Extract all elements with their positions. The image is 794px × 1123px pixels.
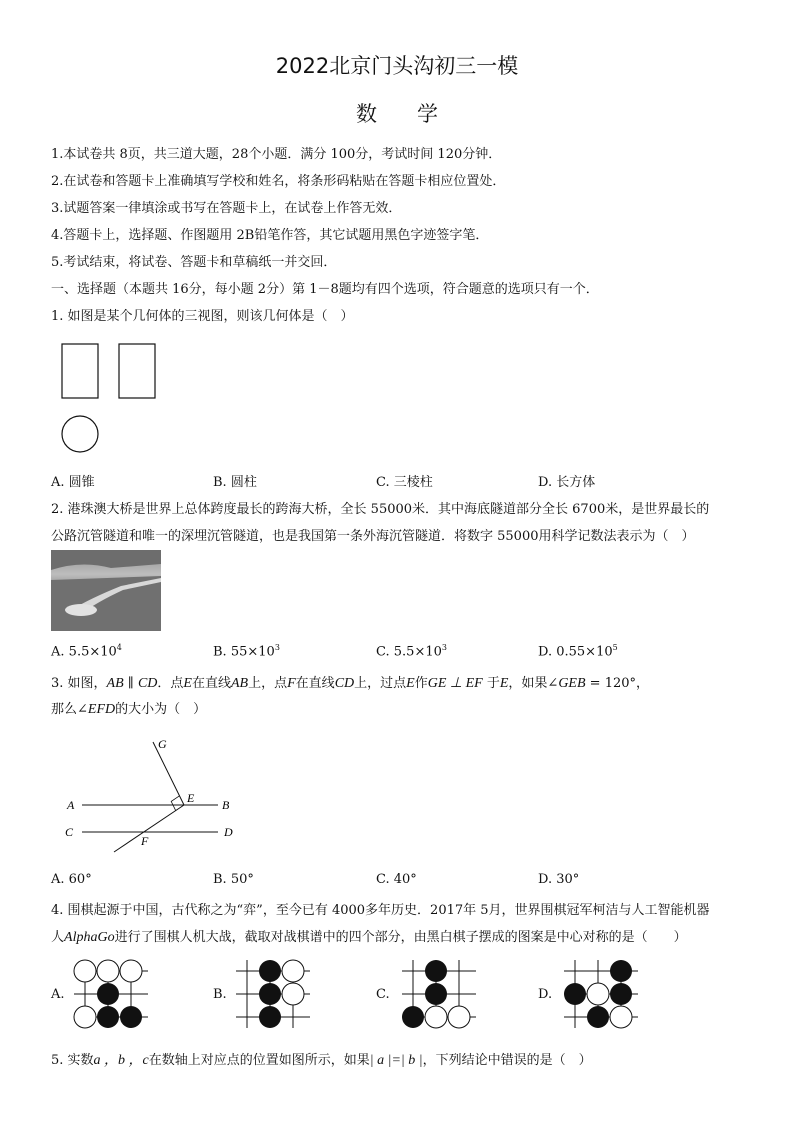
geometry-figure xyxy=(60,734,250,859)
q3-stem-line2 xyxy=(51,698,206,718)
q3-perp: GE ⊥ EF xyxy=(427,676,483,691)
q3-text-k: 那么∠ xyxy=(51,702,88,717)
q5-text-a: 5. 实数 xyxy=(51,1053,94,1068)
black-stone xyxy=(402,1006,424,1028)
white-stone xyxy=(74,1006,96,1028)
q3-option-b[interactable]: B. 50° xyxy=(213,872,254,887)
q3-option-a[interactable]: A. 60° xyxy=(51,872,92,887)
black-stone xyxy=(564,983,586,1005)
q3-text-e: 在直线 xyxy=(295,676,335,691)
instruction-3: 3.试题答案一律填涂或书写在答题卡上，在试卷上作答无效． xyxy=(51,201,402,216)
q2-option-b-exp: 3 xyxy=(274,643,280,652)
label-e: E xyxy=(187,791,195,805)
q3-text-i: ，如果∠ xyxy=(508,676,559,691)
subject-title: 数学 xyxy=(356,102,478,126)
q2-stem-line2: 公路沉管隧道和唯一的深埋沉管隧道，也是我国第一条外海沉管隧道．将数字 55000用科学记数法表示为（ ） xyxy=(51,529,695,544)
q3-efd: EFD xyxy=(87,702,116,717)
label-b: B xyxy=(222,798,230,812)
white-stone xyxy=(282,983,304,1005)
label-f: F xyxy=(141,834,149,848)
q2-option-b-label: B. xyxy=(213,644,227,660)
q2-option-c-base: 5.5×10 xyxy=(393,644,442,660)
q3-ab2: AB xyxy=(230,676,249,691)
black-stone xyxy=(259,983,281,1005)
q3-option-d[interactable]: D. 30° xyxy=(538,872,580,887)
q3-stem-line1 xyxy=(51,672,649,692)
q5-text-c: ，下列结论中错误的是（ ） xyxy=(422,1053,592,1068)
q3-text-g: 作 xyxy=(414,676,428,691)
q2-option-d-base: 0.55×10 xyxy=(556,644,613,660)
q3-parallel: ∥ xyxy=(123,676,138,691)
instruction-2: 2.在试卷和答题卡上准确填写学校和姓名，将条形码粘贴在答题卡相应位置处． xyxy=(51,174,506,189)
q3-text-d: 上，点 xyxy=(248,676,288,691)
black-stone xyxy=(259,1006,281,1028)
q3-cd2: CD xyxy=(334,676,355,691)
q3-text-f: 上，过点 xyxy=(354,676,407,691)
top-view-circle xyxy=(62,416,98,452)
q3-text-c: 在直线 xyxy=(191,676,231,691)
bridge-photo xyxy=(51,550,161,631)
q3-option-c[interactable]: C. 40° xyxy=(376,872,417,887)
q5-stem xyxy=(51,1049,592,1069)
q4-stem-line1: 4. 围棋起源于中国，古代称之为“弈”，至今已有 4000多年历史．2017年 5月，世界围棋冠军柯洁与人工智能机器 xyxy=(51,903,710,918)
photo-hills xyxy=(51,550,161,570)
black-stone xyxy=(97,1006,119,1028)
photo-island xyxy=(65,604,97,616)
q4-option-d[interactable]: D. xyxy=(538,987,553,1002)
q4-option-a[interactable]: A. xyxy=(51,987,65,1002)
q2-option-a-exp: 4 xyxy=(116,643,122,652)
q1-stem: 1. 如图是某个几何体的三视图，则该几何体是（ ） xyxy=(51,309,354,324)
q2-option-b[interactable] xyxy=(213,643,280,659)
black-stone xyxy=(259,960,281,982)
q3-e: E xyxy=(183,676,192,691)
q3-text-a: 3. 如图， xyxy=(51,676,107,691)
white-stone xyxy=(97,960,119,982)
q4-alphago: AlphaGo xyxy=(64,930,115,945)
q3-text-b: ．点 xyxy=(157,676,184,691)
q3-text-h: 于 xyxy=(482,676,500,691)
white-stone xyxy=(448,1006,470,1028)
front-view-rect xyxy=(62,344,98,398)
q3-e2: E xyxy=(406,676,415,691)
q3-e3: E xyxy=(499,676,509,691)
q2-option-b-base: 55×10 xyxy=(230,644,275,660)
go-pattern-d xyxy=(560,958,640,1030)
q2-option-d-label: D. xyxy=(538,644,553,660)
q2-stem-line1: 2. 港珠澳大桥是世界上总体跨度最长的跨海大桥，全长 55000米．其中海底隧道部分全长 6700米，是世界最长的 xyxy=(51,502,710,517)
white-stone xyxy=(425,1006,447,1028)
q4-stem-line2 xyxy=(51,926,687,946)
q2-option-a[interactable] xyxy=(51,643,122,659)
instruction-1: 1.本试卷共 8页，共三道大题，28个小题．满分 100分，考试时间 120分钟． xyxy=(51,147,502,162)
white-stone xyxy=(74,960,96,982)
q4-option-b[interactable]: B. xyxy=(213,987,227,1002)
go-pattern-c xyxy=(398,958,478,1030)
q1-option-b[interactable]: B. 圆柱 xyxy=(213,475,257,490)
q1-option-a[interactable]: A. 圆锥 xyxy=(51,475,95,490)
label-c: C xyxy=(65,825,74,839)
section-heading: 一、选择题（本题共 16分，每小题 2分）第 1－8题均有四个选项，符合题意的选项只有一个． xyxy=(51,282,599,297)
q4-text-a: 人 xyxy=(51,930,65,945)
q5-vars: a ，b ，c xyxy=(93,1053,149,1068)
q2-option-c[interactable] xyxy=(376,643,447,659)
q3-ab: AB xyxy=(106,676,124,691)
q4-text-b: 进行了围棋人机大战，截取对战棋谱中的四个部分，由黑白棋子摆成的图案是中心对称的是（ ） xyxy=(114,930,687,945)
black-stone xyxy=(120,1006,142,1028)
label-g: G xyxy=(158,737,167,751)
line-ef xyxy=(114,805,184,852)
white-stone xyxy=(610,1006,632,1028)
q2-option-a-base: 5.5×10 xyxy=(68,644,117,660)
three-view-figure xyxy=(55,340,165,455)
label-a: A xyxy=(67,798,75,812)
q5-condition: | a |=| b | xyxy=(369,1053,423,1068)
q2-option-c-label: C. xyxy=(376,644,390,660)
black-stone xyxy=(425,960,447,982)
black-stone xyxy=(425,983,447,1005)
instruction-5: 5.考试结束，将试卷、答题卡和草稿纸一并交回． xyxy=(51,255,337,270)
q2-option-d[interactable] xyxy=(538,643,618,659)
go-pattern-b xyxy=(232,958,312,1030)
q3-geb: GEB xyxy=(558,676,586,691)
q2-option-a-label: A. xyxy=(51,644,65,660)
black-stone xyxy=(610,960,632,982)
instruction-4: 4.答题卡上，选择题、作图题用 2B铅笔作答，其它试题用黑色字迹签字笔． xyxy=(51,228,489,243)
label-d: D xyxy=(224,825,233,839)
q1-option-c[interactable]: C. 三棱柱 xyxy=(376,475,433,490)
q4-option-c[interactable]: C. xyxy=(376,987,390,1002)
go-pattern-a xyxy=(70,958,150,1030)
ray-eg xyxy=(153,742,184,805)
q2-option-c-exp: 3 xyxy=(441,643,447,652)
q3-text-l: 的大小为（ ） xyxy=(115,702,207,717)
black-stone xyxy=(610,983,632,1005)
q3-f: F xyxy=(287,676,296,691)
q5-text-b: 在数轴上对应点的位置如图所示，如果 xyxy=(148,1053,370,1068)
q3-text-j: = 120°， xyxy=(585,676,650,691)
page-title: 2022北京门头沟初三一模 xyxy=(275,54,519,78)
black-stone xyxy=(587,1006,609,1028)
q2-option-d-exp: 5 xyxy=(612,643,618,652)
q3-cd: CD xyxy=(137,676,158,691)
q1-option-d[interactable]: D. 长方体 xyxy=(538,475,596,490)
black-stone xyxy=(97,983,119,1005)
white-stone xyxy=(587,983,609,1005)
white-stone xyxy=(282,960,304,982)
side-view-rect xyxy=(119,344,155,398)
white-stone xyxy=(120,960,142,982)
bridge-photo-drawing xyxy=(51,550,161,631)
